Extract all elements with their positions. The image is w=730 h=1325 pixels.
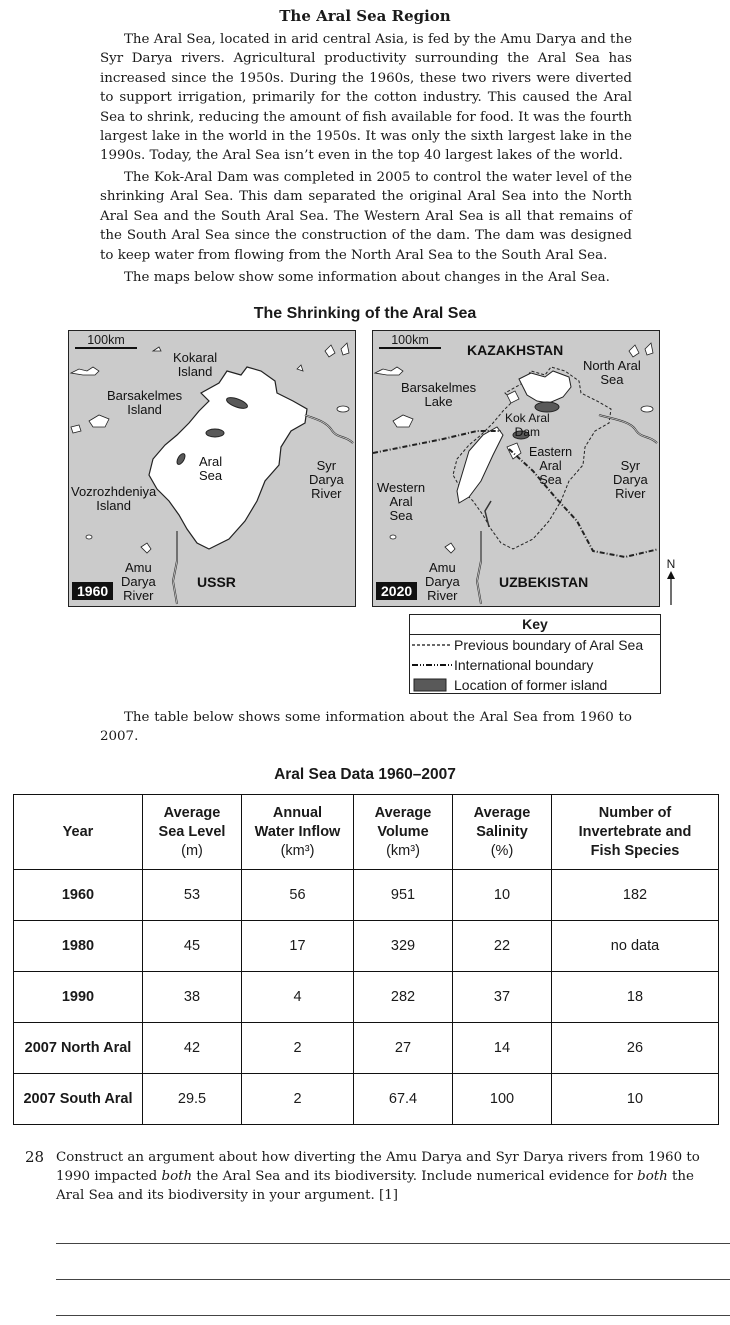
paragraph-1-text: The Aral Sea, located in arid central Asia, is fed by the Amu Darya and the Syr Darya rivers. Agricultural productivity surrounding the Aral Sea has increased since the 1950s. During the 1960s, these two rivers were diverted to support irrigation, primarily for the cotton industry. This caused the Aral Sea to shrink, reducing the amount of fish available for food. It was the fourth largest lake in the world in the 1950s. It was only the sixth largest lake in the 1990s. Today, the Aral Sea isn’t even in the top 40 largest lakes of the world. [100,32,632,164]
table-cell: 17 [242,921,354,972]
table-cell: 53 [143,870,242,921]
maps-title: The Shrinking of the Aral Sea [253,305,477,322]
table-cell: no data [552,921,719,972]
table-cell: 29.5 [143,1074,242,1125]
table-cell: 182 [552,870,719,921]
table-cell: 67.4 [354,1074,453,1125]
table-cell: 329 [354,921,453,972]
table-cell-year: 1990 [14,972,143,1023]
amu-darya-2020-label: Amu Darya River [425,560,460,603]
question-emphasis: both [637,1169,668,1184]
header-label: Average Volume [374,804,432,840]
aral-sea-data-table [13,794,719,1125]
paragraph-3-text: The maps below show some information about changes in the Aral Sea. [124,270,610,285]
table-cell: 4 [242,972,354,1023]
header-unit: (m) [181,842,203,859]
question-28 [25,1148,715,1205]
key-title: Key [410,615,660,635]
header-unit: (km³) [386,842,420,859]
header-label: Number of Invertebrate and Fish Species [578,804,692,859]
table-cell: 100 [453,1074,552,1125]
table-cell-year: 1980 [14,921,143,972]
paragraph-2 [100,168,632,265]
syr-darya-2020-label: Syr Darya River [613,458,648,501]
table-cell-year: 2007 North Aral [14,1023,143,1074]
table-cell: 10 [453,870,552,921]
table-cell: 951 [354,870,453,921]
table-cell: 10 [552,1074,719,1125]
map-1960 [68,330,356,607]
answer-line[interactable] [56,1243,730,1244]
document-title: The Aral Sea Region [279,7,451,25]
table-header-row [14,795,719,870]
north-arrow-icon [664,571,678,605]
question-text [56,1148,715,1205]
scale-bar-2020: 100km [379,333,441,349]
answer-line[interactable] [56,1279,730,1280]
table-intro-text: The table below shows some information about the Aral Sea from 1960 to 2007. [100,710,632,745]
table-cell: 38 [143,972,242,1023]
header-water-inflow [242,795,354,870]
amu-darya-1960-label: Amu Darya River [121,560,156,603]
table-cell: 14 [453,1023,552,1074]
north-arrow [664,557,678,608]
western-aral-sea-label: Western Aral Sea [377,480,426,523]
dash-dot-line-icon [412,662,454,668]
key-item-former-island [410,675,660,695]
table-row [14,1074,719,1125]
header-volume [354,795,453,870]
table-title: Aral Sea Data 1960–2007 [274,766,456,783]
north-label: N [666,557,676,571]
map-2020 [372,330,660,607]
barsakelmes-lake-label: Barsakelmes Lake [401,380,477,409]
table-row [14,1023,719,1074]
barsakelmes-island-label: Barsakelmes Island [107,388,183,417]
paragraph-2-text: The Kok-Aral Dam was completed in 2005 to control the water level of the shrinking Aral Sea. This dam separated the original Aral Sea into the North Aral Sea and the South Aral Sea. The Western Aral Sea is all that remains of the South Aral Sea since the construction of the dam. The dam was designed to keep water from flowing from the North Aral Sea to the South Aral Sea. [100,170,632,263]
answer-line[interactable] [56,1315,730,1316]
dark-box-icon [412,678,454,692]
question-text-part: the Aral Sea and its biodiversity in your argument. [1] [56,1169,694,1203]
table-cell: 42 [143,1023,242,1074]
paragraph-1 [100,30,632,166]
table-cell: 56 [242,870,354,921]
header-label: Year [62,823,94,840]
table-cell: 2 [242,1074,354,1125]
aral-sea-1960-label: Aral Sea [199,454,223,483]
table-cell: 282 [354,972,453,1023]
header-year [14,795,143,870]
table-row [14,921,719,972]
table-cell: 2 [242,1023,354,1074]
table-cell: 22 [453,921,552,972]
key-item-previous-boundary [410,635,660,655]
table-intro [100,708,632,747]
header-label: Annual Water Inflow [254,804,341,840]
table-cell: 18 [552,972,719,1023]
year-badge-2020: 2020 [376,582,417,600]
year-badge-1960: 1960 [72,582,113,600]
question-emphasis: both [161,1169,193,1184]
header-unit: (%) [490,842,514,859]
table-cell: 37 [453,972,552,1023]
syr-darya-1960-label: Syr Darya River [309,458,344,501]
key-item-international-boundary [410,655,660,675]
table-row [14,972,719,1023]
header-label: Average Sea Level [158,804,226,840]
kok-aral-dam-label: Kok Aral Dam [505,411,550,439]
table-cell-year: 1960 [14,870,143,921]
eastern-aral-sea-label: Eastern Aral Sea [529,445,573,487]
vozrozhdeniya-island-label: Vozrozhdeniya Island [71,484,157,513]
header-sea-level [143,795,242,870]
header-salinity [453,795,552,870]
key-item-label: Location of former island [454,677,608,693]
key-item-label: International boundary [454,657,594,673]
header-species [552,795,719,870]
table-cell: 27 [354,1023,453,1074]
kazakhstan-label: KAZAKHSTAN [467,342,564,358]
table-row [14,870,719,921]
question-number: 28 [25,1148,45,1166]
question-text-part: Construct an argument about how diverting the Amu Darya and Syr Darya rivers from 1960 to 1990 impacted [56,1150,700,1184]
header-label: Average Salinity [473,804,531,840]
question-text-part: the Aral Sea and its biodiversity. Include numerical evidence for [192,1169,638,1184]
header-unit: (km³) [280,842,315,859]
key-item-label: Previous boundary of Aral Sea [454,637,644,653]
ussr-label: USSR [197,574,236,590]
table-cell-year: 2007 South Aral [14,1074,143,1125]
table-cell: 45 [143,921,242,972]
paragraph-3 [100,268,632,287]
map-key [409,614,661,694]
dashed-line-icon [412,642,454,648]
kokaral-island-label: Kokaral Island [173,350,218,379]
table-cell: 26 [552,1023,719,1074]
uzbekistan-label: UZBEKISTAN [499,574,589,590]
scale-bar-1960: 100km [75,333,137,349]
north-aral-sea-label: North Aral Sea [583,358,641,387]
